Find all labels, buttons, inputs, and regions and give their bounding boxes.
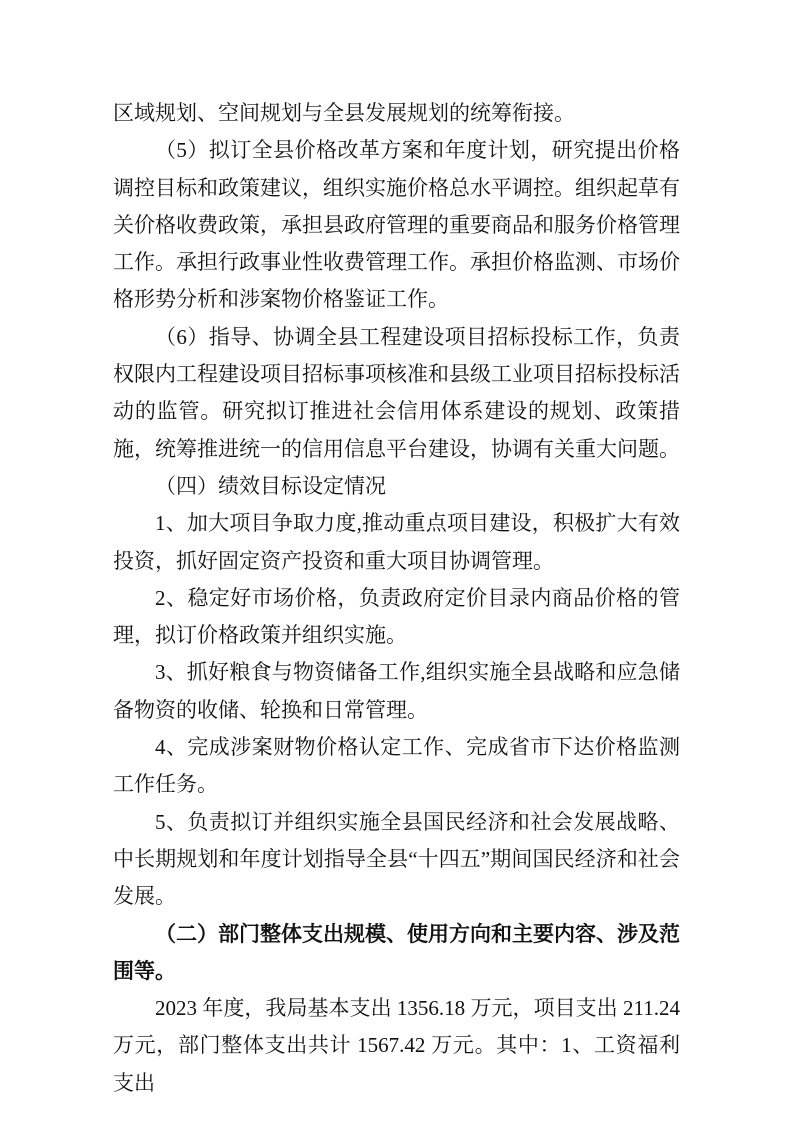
paragraph-target-5-economic-planning: 5、负责拟订并组织实施全县国民经济和社会发展战略、中长期规划和年度计划指导全县“十四五”期间国民经济和社会发展。 bbox=[113, 809, 680, 909]
paragraph-target-2-market-prices: 2、稳定好市场价格，负责政府定价目录内商品价格的管理，拟订价格政策并组织实施。 bbox=[113, 585, 680, 648]
heading-section-2-overall-expenditure: （二）部门整体支出规模、使用方向和主要内容、涉及范围等。 bbox=[113, 922, 680, 983]
heading-section-4-performance-targets: （四）绩效目标设定情况 bbox=[155, 473, 386, 498]
paragraph-target-1-investment: 1、加大项目争取力度,推动重点项目建设，积极扩大有效投资，抓好固定资产投资和重大项目协调管理。 bbox=[113, 511, 680, 573]
paragraph-target-3-grain-reserves: 3、抓好粮食与物资储备工作,组织实施全县战略和应急储备物资的收储、轮换和日常管理。 bbox=[113, 660, 680, 722]
paragraph-regional-planning-continuation: 区域规划、空间规划与全县发展规划的统筹衔接。 bbox=[113, 101, 575, 125]
paragraph-expenditure-2023-figures: 2023 年度，我局基本支出 1356.18 万元，项目支出 211.24 万元，部门整体支出共计 1567.42 万元。其中：1、工资福利支出 bbox=[113, 996, 680, 1095]
paragraph-duty-5-pricing-reform: （5）拟订全县价格改革方案和年度计划，研究提出价格调控目标和政策建议，组织实施价格总水平调控。组织起草有关价格收费政策，承担县政府管理的重要商品和服务价格管理工作。承担行政事业性收费管理工作。承担价格监测、市场价格形势分析和涉案物价格鉴证工作。 bbox=[113, 138, 680, 312]
paragraph-target-4-price-assessment: 4、完成涉案财物价格认定工作、完成省市下达价格监测工作任务。 bbox=[113, 735, 680, 797]
paragraph-duty-6-bidding-credit-system: （6）指导、协调全县工程建设项目招标投标工作，负责权限内工程建设项目招标事项核准和县级工业项目招标投标活动的监管。研究拟订推进社会信用体系建设的规划、政策措施，统筹推进统一的信用信息平台建设，协调有关重大问题。 bbox=[113, 324, 680, 461]
